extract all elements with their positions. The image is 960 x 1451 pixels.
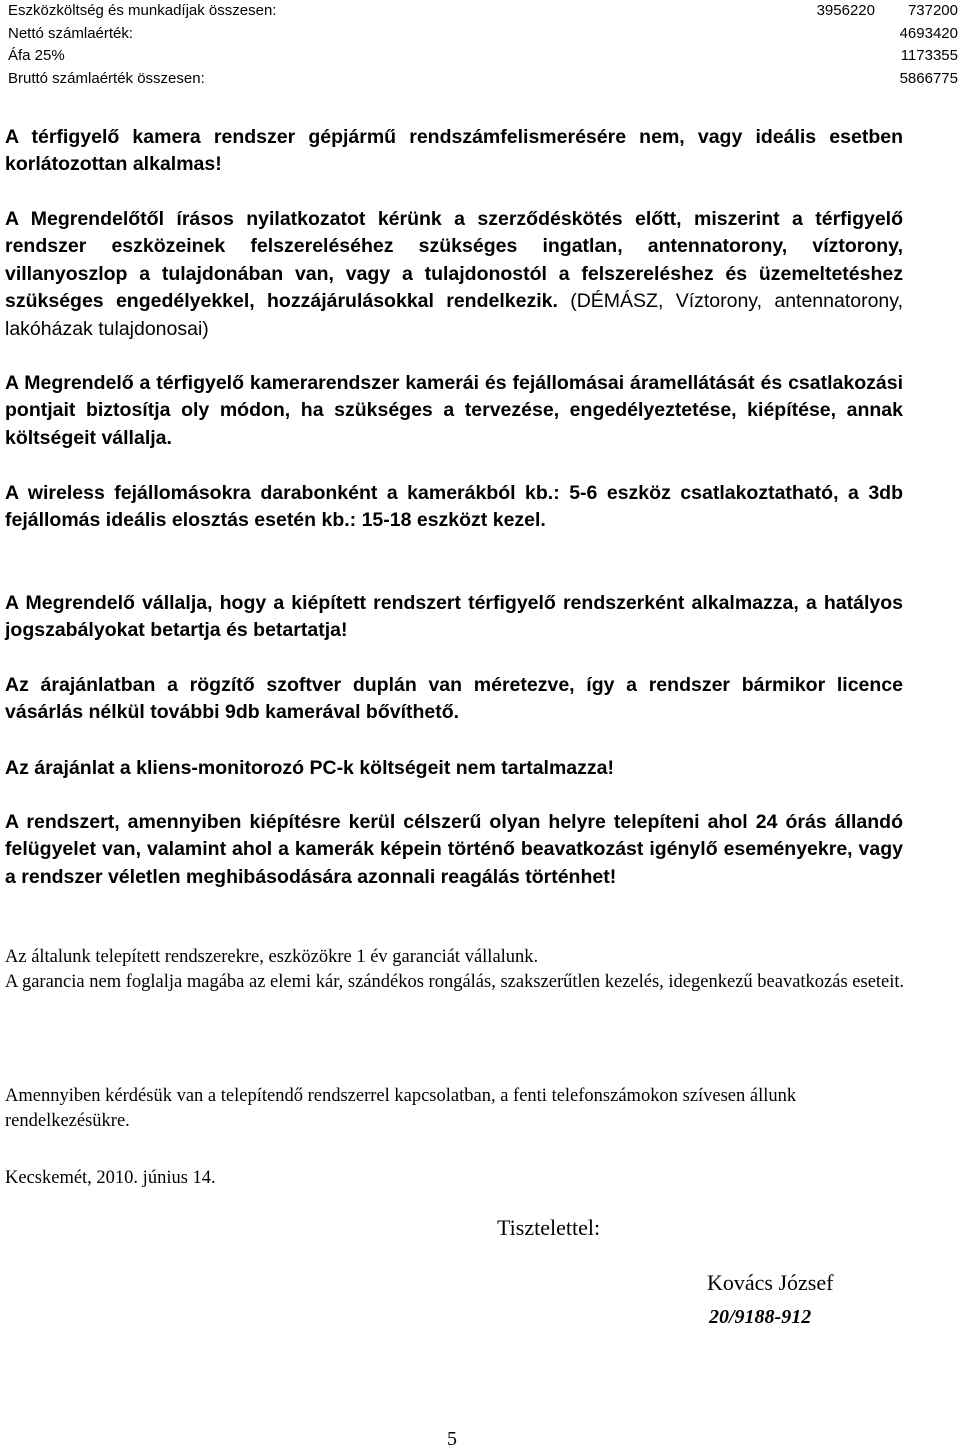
- owner-statement-note: (DÉMÁSZ, Víztorony, antennatorony, lakóházak tulajdonosai): [5, 290, 904, 340]
- pc-costs-paragraph: Az árajánlat a kliens-monitorozó PC-k költségeit nem tartalmazza!: [5, 757, 614, 779]
- summary-row-gross: [8, 68, 960, 91]
- wireless-paragraph: A wireless fejállomásokra darabonként a kamerákból kb.: 5-6 eszköz csatlakoztatható, a 3db fejállomás ideális elosztás esetén kb.: 15-18 eszközt kezel.: [5, 482, 903, 532]
- summary-value-net: 4693420: [899, 24, 958, 42]
- summary-label: Bruttó számlaérték összesen:: [8, 69, 205, 87]
- summary-row-vat: [8, 45, 960, 68]
- contact-paragraph: Amennyiben kérdésük van a telepítendő rendszerrel kapcsolatban, a fenti telefonszámokon szívesen állunk rendelkezésükre.: [5, 1086, 797, 1131]
- place-date: Kecskemét, 2010. június 14.: [5, 1168, 216, 1188]
- summary-label: Nettó számlaérték:: [8, 24, 134, 42]
- cost-summary: [8, 0, 960, 90]
- owner-statement-paragraph: [5, 206, 903, 343]
- summary-value-vat: 1173355: [900, 47, 958, 64]
- warranty-line-2: A garancia nem foglalja magába az elemi kár, szándékos rongálás, szakszerűtlen kezelés, idegenkezű beavatkozás eseteit.: [5, 971, 905, 992]
- summary-label: Áfa 25%: [8, 47, 65, 64]
- signatory-name: Kovács József: [707, 1270, 834, 1295]
- greeting: Tisztelettel:: [497, 1215, 601, 1240]
- page-number: 5: [447, 1428, 457, 1450]
- summary-row-net: [8, 23, 960, 46]
- software-paragraph: Az árajánlatban a rögzítő szoftver duplán van méretezve, így a rendszer bármikor licence vásárlás nélkül további 9db kamerával bővíthető.: [5, 674, 903, 724]
- summary-value-equipment: 3956220: [816, 2, 875, 19]
- signatory-phone: 20/9188-912: [709, 1306, 812, 1328]
- camera-note-paragraph: A térfigyelő kamera rendszer gépjármű rendszámfelismerésére nem, vagy ideális esetben korlátozottan alkalmas!: [5, 126, 903, 176]
- power-supply-paragraph: A Megrendelő a térfigyelő kamerarendszer kamerái és fejállomásai áramellátását és csatlakozási pontjait biztosítja oly módon, ha szükséges a tervezése, engedélyeztetése, kiépítése, annak költségeit vállalja.: [5, 372, 903, 449]
- summary-row-equipment-labor: [8, 0, 960, 23]
- summary-label: Eszközköltség és munkadíjak összesen:: [8, 2, 277, 19]
- summary-value-gross: 5866775: [899, 69, 958, 87]
- legal-paragraph: A Megrendelő vállalja, hogy a kiépített rendszert térfigyelő rendszerként alkalmazza, a hatályos jogszabályokat betartja és betartatja!: [5, 592, 903, 642]
- warranty-block: [5, 945, 905, 994]
- summary-value-labor: 737200: [907, 2, 958, 19]
- monitoring-paragraph: A rendszert, amennyiben kiépítésre kerül célszerű olyan helyre telepíteni ahol 24 órás állandó felügyelet van, valamint ahol a kamerák képein történő beavatkozást igénylő eseményekre, vagy a rendszer véletlen meghibásodására azonnali reagálás történhet!: [5, 811, 903, 888]
- owner-statement-bold: A Megrendelőtől írásos nyilatkozatot kérünk a szerződéskötés előtt, miszerint a térfigyelő rendszer eszközeinek felszereléséhez szükséges ingatlan, antennatorony, víztorony, villanyoszlop a tulajdonában van, vagy a tulajdonostól a felszereléshez és üzemeltetéshez szükséges engedélyekkel, hozzájárulásokkal rendelkezik.: [5, 208, 903, 313]
- warranty-line-1: Az általunk telepített rendszerekre, eszközökre 1 év garanciát vállalunk.: [5, 947, 539, 967]
